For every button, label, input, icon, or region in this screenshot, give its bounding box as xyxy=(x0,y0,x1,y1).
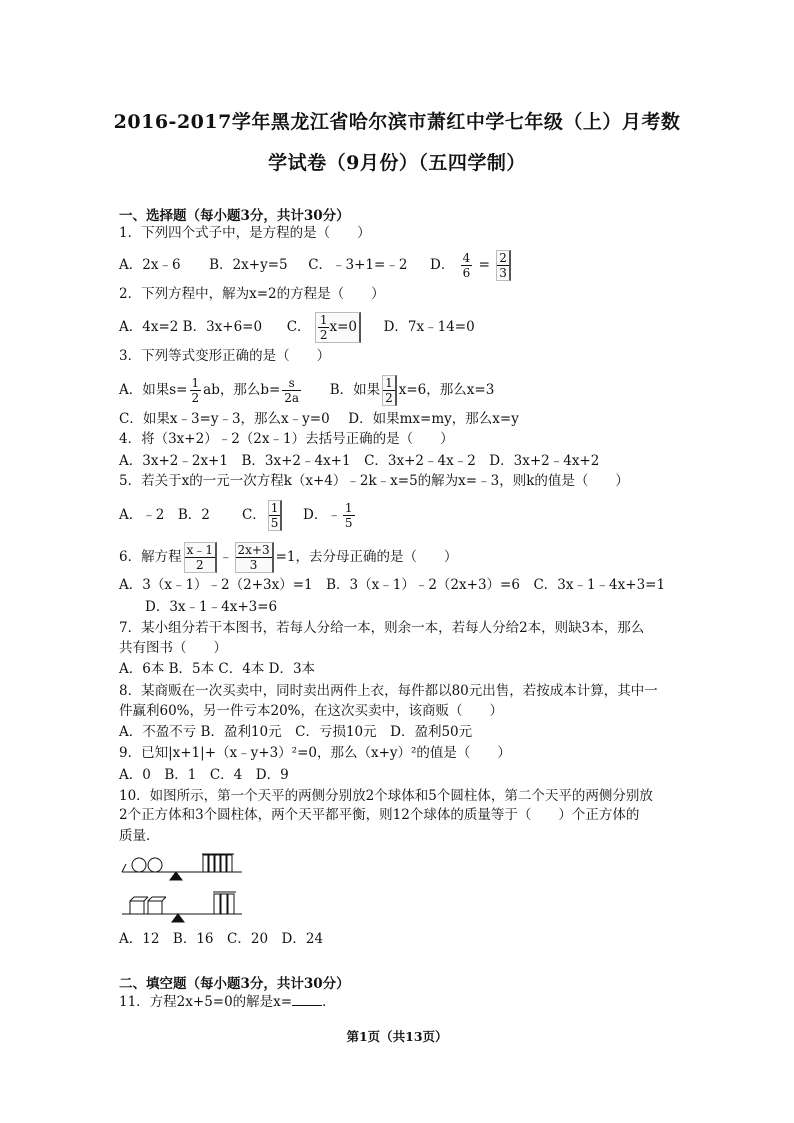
q6-options-1: A．3（x﹣1）﹣2（2+3x）=1 B．3（x﹣1）﹣2（2x+3）=6 C．3x﹣1﹣4x+3=1 xyxy=(119,577,666,593)
q3-stem: 3．下列等式变形正确的是（ ） xyxy=(119,348,331,364)
q3-options-ab xyxy=(119,375,494,406)
title-line-2: 学试卷（9月份）（五四学制） xyxy=(268,152,526,174)
balance-1 xyxy=(122,854,242,880)
q1-option-d-prefix: D． xyxy=(430,257,455,273)
q11-stem xyxy=(119,993,336,1011)
q6-stem xyxy=(119,542,458,573)
q3-option-b-prefix: B．如果 xyxy=(329,382,381,398)
q5-d-fraction: $\frac{1}{5}$ xyxy=(344,501,353,530)
q5-c-fraction: $\frac{1}{5}$ xyxy=(268,500,283,531)
q10-line-1: 10．如图所示，第一个天平的两侧分别放2个球体和5个圆柱体，第二个天平的两侧分别放 xyxy=(119,788,653,804)
q4-stem: 4．将（3x+2）﹣2（2x﹣1）去括号正确的是（ ） xyxy=(119,431,454,447)
title-line-1: 2016-2017学年黑龙江省哈尔滨市萧红中学七年级（上）月考数 xyxy=(113,111,681,133)
q10-line-3: 质量． xyxy=(119,828,160,844)
q11-answer-blank[interactable] xyxy=(292,993,322,1006)
section-2-heading: 二、填空题（每小题3分，共计30分） xyxy=(119,976,350,992)
q3-option-a-middle: ab，那么b= xyxy=(203,382,281,398)
q3-option-d: D．如果mx=my，那么x=y xyxy=(348,411,519,427)
q3-option-c: C．如果x﹣3=y﹣3，那么x﹣y=0 xyxy=(119,411,330,427)
q8-line-2: 件赢利60%，另一件亏本20%，在这次买卖中，该商贩（ ） xyxy=(119,703,504,719)
q1-d-fraction-2: $\frac{2}{3}$ xyxy=(496,250,511,281)
q9-options: A．0 B．1 C．4 D．9 xyxy=(119,767,289,783)
q2-stem: 2．下列方程中，解为x=2的方程是（ ） xyxy=(119,286,385,302)
q10-line-2: 2个正方体和3个圆柱体，两个天平都平衡，则12个球体的质量等于（ ）个正方体的 xyxy=(119,807,640,823)
q5-stem: 5．若关于x的一元一次方程k（x+4）﹣2k﹣x=5的解为x=﹣3，则k的值是（ ） xyxy=(119,473,629,489)
q10-options: A．12 B．16 C．20 D．24 xyxy=(119,931,324,947)
q3-b-fraction: $\frac{1}{2}$ xyxy=(382,375,397,406)
q3-a-fraction-1: $\frac{1}{2}$ xyxy=(191,376,200,405)
q2-option-c-equation: $\frac{1}{2}$ x=0 xyxy=(315,312,361,343)
q6-fraction-2: $\frac{2x+3}{3}$ xyxy=(235,542,274,573)
q1-d-fraction-1: $\frac{4}{6}$ xyxy=(462,251,471,280)
q2-options xyxy=(119,312,475,343)
q7-line-1: 7．某小组分若干本图书，若每人分给一本，则余一本，若每人分给2本，则缺3本，那么 xyxy=(119,620,645,636)
q7-options: A．6本 B．5本 C．4本 D．3本 xyxy=(119,661,316,677)
q11-stem-tail: ． xyxy=(322,994,336,1010)
q6-minus: ﹣ xyxy=(219,549,233,565)
q2-option-d: D．7x﹣14=0 xyxy=(383,319,475,335)
balance-2 xyxy=(122,892,242,922)
q5-options-ab: A．﹣2 B．2 xyxy=(119,507,224,523)
q3-options-cd xyxy=(119,410,519,428)
q9-stem: 9．已知|x+1|+（x﹣y+3）²=0，那么（x+y）²的值是（ ） xyxy=(119,745,511,761)
q3-a-fraction-2: $\frac{s}{2a}$ xyxy=(284,376,300,405)
q6-stem-tail: =1，去分母正确的是（ ） xyxy=(275,549,458,565)
balance-figure xyxy=(118,848,248,923)
q7-line-2: 共有图书（ ） xyxy=(119,640,227,656)
q8-options: A．不盈不亏 B．盈利10元 C．亏损10元 D．盈利50元 xyxy=(119,724,473,740)
q2-option-c-prefix: C． xyxy=(286,319,311,335)
page-footer: 第1页（共13页） xyxy=(346,1029,448,1044)
q1-options xyxy=(119,250,513,281)
q2-option-b: B．3x+6=0 xyxy=(182,319,263,335)
q1-option-b: B．2x+y=5 xyxy=(209,257,288,273)
q1-option-a: A．2x﹣6 xyxy=(119,257,181,273)
q5-option-c-prefix: C． xyxy=(241,507,266,523)
q1-option-c: C．﹣3+1=﹣2 xyxy=(308,257,408,273)
q5-options xyxy=(119,500,357,531)
q3-option-b-tail: x=6，那么x=3 xyxy=(398,382,495,398)
q3-option-a-prefix: A．如果s= xyxy=(119,382,188,398)
q6-fraction-1: $\frac{x﹣1}{2}$ xyxy=(184,542,217,573)
q11-stem-text: 11．方程2x+5=0的解是x= xyxy=(119,994,293,1010)
q5-option-d-prefix: D．﹣ xyxy=(303,507,341,523)
q6-options-2: D．3x﹣1﹣4x+3=6 xyxy=(145,599,278,615)
q8-line-1: 8．某商贩在一次买卖中，同时卖出两件上衣，每件都以80元出售，若按成本计算，其中一 xyxy=(119,683,658,699)
q4-options: A．3x+2﹣2x+1 B．3x+2﹣4x+1 C．3x+2﹣4x﹣2 D．3x+2﹣4x+2 xyxy=(119,453,600,469)
q1-stem: 1．下列四个式子中，是方程的是（ ） xyxy=(119,225,371,241)
section-1-heading: 一、选择题（每小题3分，共计30分） xyxy=(119,208,350,224)
q6-stem-prefix: 6．解方程 xyxy=(119,549,182,565)
q1-d-equals: = xyxy=(478,257,490,273)
q2-option-a: A．4x=2 xyxy=(119,319,179,335)
